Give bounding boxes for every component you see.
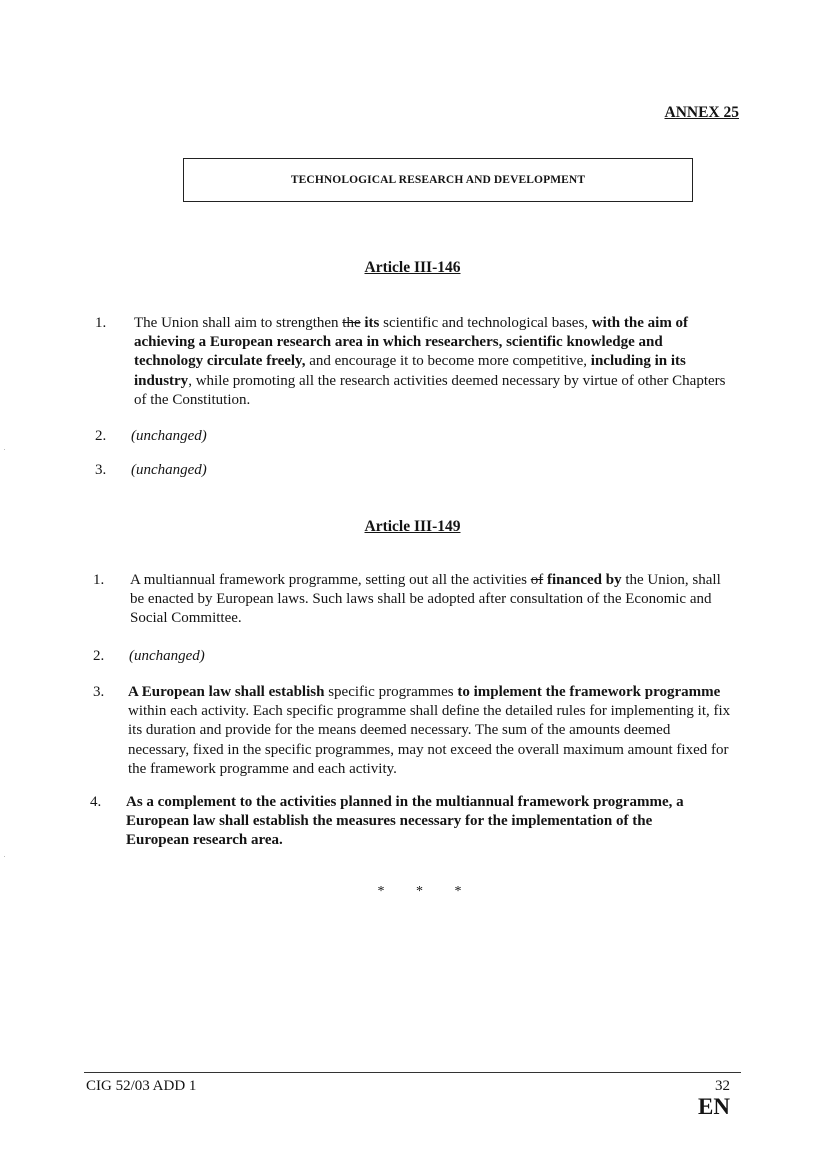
deleted-text: the: [342, 315, 361, 331]
text-segment: The Union shall aim to strengthen: [134, 315, 343, 331]
inserted-text: including in its industry: [134, 353, 686, 389]
article-heading: Article III-146: [364, 259, 461, 276]
paragraph-number: 2.: [93, 648, 105, 664]
paragraph-text: [130, 571, 732, 629]
paragraph-number: 3.: [95, 462, 107, 478]
inserted-text: to implement the framework programme: [457, 684, 721, 700]
inserted-text: financed by: [546, 572, 622, 588]
paragraph-text: [128, 683, 732, 779]
scan-mark: [4, 449, 5, 450]
paragraph-number: 3.: [93, 684, 105, 700]
inserted-text: As a complement to the activities planned in the multiannual framework programme, a European law shall establish the measures necessary for the implementation of the European research area.: [126, 794, 684, 849]
paragraph-text: [131, 427, 731, 446]
paragraph-text: [126, 793, 716, 851]
title-box-text: TECHNOLOGICAL RESEARCH AND DEVELOPMENT: [290, 174, 586, 186]
paragraph-text: [129, 647, 731, 666]
inserted-text: its: [364, 315, 380, 331]
section-separator: * * *: [377, 884, 476, 899]
text-segment: (unchanged): [131, 462, 207, 478]
text-segment: A multiannual framework programme, setting out all the activities: [130, 572, 531, 588]
article-heading: Article III-149: [364, 518, 461, 535]
text-segment: scientific and technological bases,: [379, 315, 592, 331]
document-reference: CIG 52/03 ADD 1: [86, 1078, 197, 1094]
paragraph-text: [134, 314, 732, 410]
deleted-text: of: [530, 572, 544, 588]
footer-rule: [84, 1072, 741, 1073]
paragraph-number: 4.: [90, 794, 102, 810]
annex-label: ANNEX 25: [664, 104, 739, 121]
paragraph-number: 2.: [95, 428, 107, 444]
title-box: [183, 158, 693, 202]
page-number: 32: [715, 1078, 730, 1094]
scan-mark: [4, 856, 5, 857]
paragraph-number: 1.: [95, 315, 107, 331]
text-segment: (unchanged): [131, 428, 207, 444]
language-code: EN: [698, 1094, 730, 1119]
text-segment: (unchanged): [129, 648, 205, 664]
text-segment: and encourage it to become more competitive,: [305, 353, 591, 370]
paragraph-text: [131, 461, 731, 480]
text-segment: the Union, shall be enacted by European laws. Such laws shall be adopted after consultation of the Economic and Social Committee.: [130, 572, 721, 627]
text-segment: within each activity. Each specific programme shall define the detailed rules for implementing it, fix its duration and provide for the means deemed necessary. The sum of the amounts deemed necessary, fixed in the specific programmes, may not exceed the overall maximum amount fixed for the framework programme and each activity.: [128, 703, 731, 777]
text-segment: specific programmes: [324, 684, 458, 700]
paragraph-number: 1.: [93, 572, 105, 588]
inserted-text: A European law shall establish: [128, 684, 325, 700]
inserted-text: with the aim of achieving a European research area in which researchers, scientific knowledge and technology circulate freely,: [134, 315, 689, 370]
text-segment: , while promoting all the research activities deemed necessary by virtue of other Chapters of the Constitution.: [134, 372, 726, 408]
